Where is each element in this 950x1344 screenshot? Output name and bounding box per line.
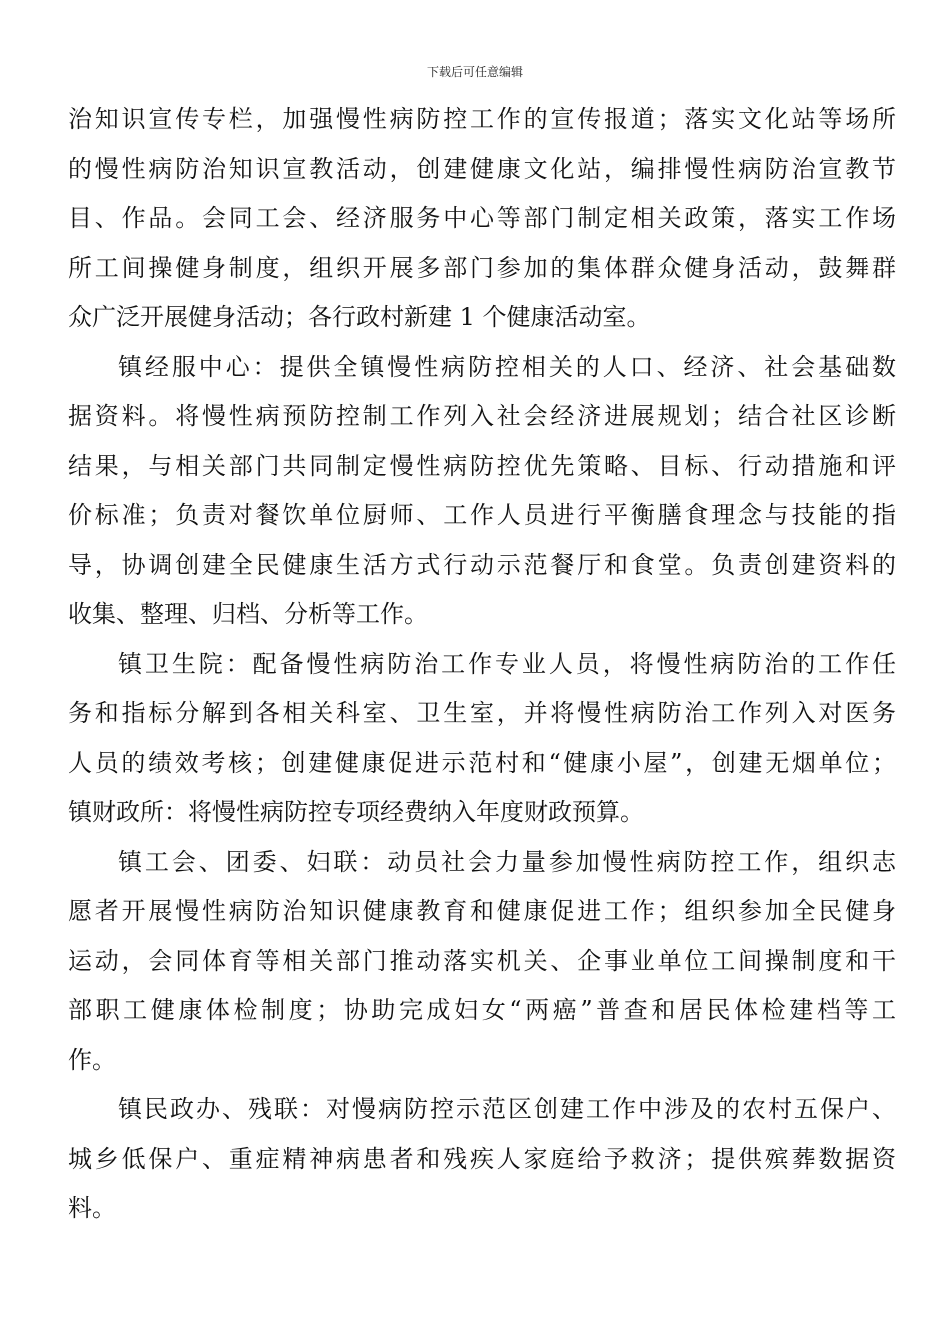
- text-line: 镇民政办、残联：对慢病防控示范区创建工作中涉及的农村五保户、: [118, 1095, 896, 1123]
- text-line: 运动，会同体育等相关部门推动落实机关、企事业单位工间操制度和干: [68, 946, 896, 975]
- paragraph-civil-affairs: [68, 1085, 896, 1234]
- text-line: 导，协调创建全民健康生活方式行动示范餐厅和食堂。负责创建资料的: [68, 550, 896, 579]
- text-line: 务和指标分解到各相关科室、卫生室，并将慢性病防治工作列入对医务: [68, 699, 896, 727]
- paragraph-health-center: [68, 640, 896, 838]
- paragraph-trade-union: [68, 838, 896, 1086]
- text-line: 价标准；负责对餐饮单位厨师、工作人员进行平衡膳食理念与技能的指: [68, 501, 896, 529]
- text-line: 结果，与相关部门共同制定慢性病防控优先策略、目标、行动措施和评: [68, 451, 896, 480]
- document-body: [68, 95, 896, 1234]
- text-line: 愿者开展慢性病防治知识健康教育和健康促进工作；组织参加全民健身: [68, 897, 896, 925]
- text-line: 的慢性病防治知识宣教活动，创建健康文化站，编排慢性病防治宣教节: [68, 154, 896, 183]
- page-header-note: 下载后可任意编辑: [426, 65, 523, 79]
- paragraph-publicity: [68, 95, 896, 343]
- text-line: 镇工会、团委、妇联：动员社会力量参加慢性病防控工作，组织志: [118, 847, 896, 876]
- text-line: 众广泛开展健身活动；各行政村新建 1 个健康活动室。: [68, 303, 651, 331]
- text-line: 作。: [68, 1045, 116, 1074]
- text-line: 料。: [68, 1194, 116, 1222]
- text-line: 镇卫生院：配备慢性病防治工作专业人员，将慢性病防治的工作任: [118, 649, 896, 678]
- text-line: 镇经服中心：提供全镇慢性病防控相关的人口、经济、社会基础数: [118, 352, 896, 381]
- text-line: 目、作品。会同工会、经济服务中心等部门制定相关政策，落实工作场: [68, 204, 896, 232]
- text-line: 收集、整理、归档、分析等工作。: [68, 600, 428, 628]
- text-line: 治知识宣传专栏，加强慢性病防控工作的宣传报道；落实文化站等场所: [68, 105, 896, 133]
- text-line: 镇财政所：将慢性病防控专项经费纳入年度财政预算。: [68, 798, 644, 826]
- text-line: 据资料。将慢性病预防控制工作列入社会经济进展规划；结合社区诊断: [68, 402, 896, 430]
- text-line: 部职工健康体检制度；协助完成妇女“两癌”普查和居民体检建档等工: [68, 996, 896, 1024]
- text-line: 城乡低保户、重症精神病患者和残疾人家庭给予救济；提供殡葬数据资: [68, 1144, 896, 1173]
- text-line: 所工间操健身制度，组织开展多部门参加的集体群众健身活动，鼓舞群: [68, 253, 896, 282]
- text-line: 人员的绩效考核；创建健康促进示范村和“健康小屋”，创建无烟单位；: [68, 748, 896, 777]
- paragraph-economic-service-center: [68, 343, 896, 640]
